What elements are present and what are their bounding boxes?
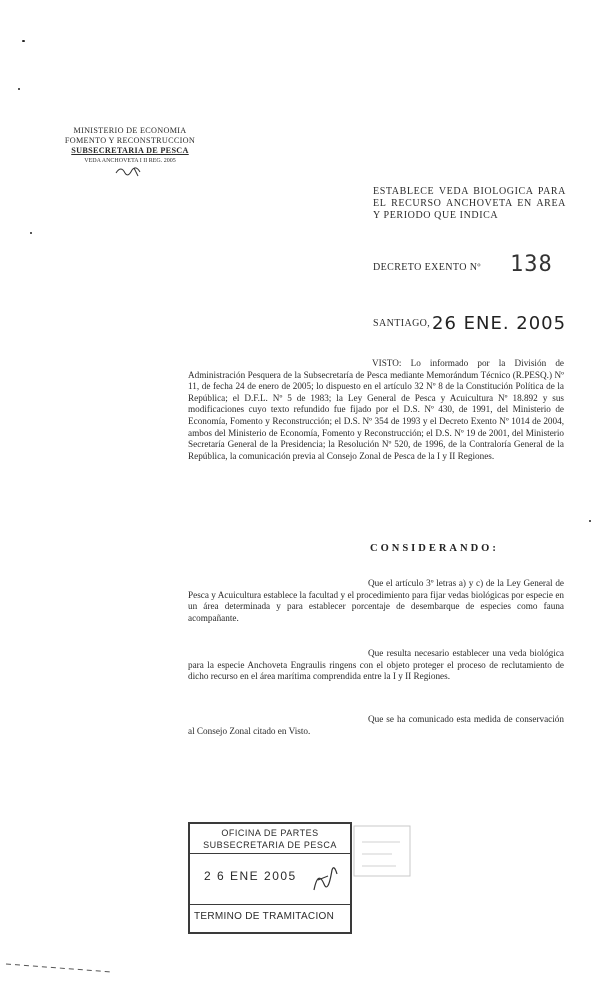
stamp-office-line: OFICINA DE PARTES [221,828,319,838]
place-label: SANTIAGO, [373,318,431,329]
stamp-divider [190,853,350,854]
scan-speck [22,40,25,42]
scan-speck [18,88,20,90]
decree-date: 26 ENE. 2005 [432,313,567,334]
subsecretaria-name: SUBSECRETARIA DE PESCA [71,146,189,155]
considerando-item-2: Que resulta necesario establecer una veda biológica para la especie Anchoveta Engraulis ringens con el objeto proteger el proceso de reclutamiento de dicho recurso en el área marítima comprendida entre la I y II Regiones. [188,648,564,682]
stamp-date: 2 6 ENE 2005 [204,869,297,883]
considerando-item-3: Que se ha comunicado esta medida de conservación al Consejo Zonal citado en Visto. [188,714,564,736]
bottom-dashed-line [0,958,120,978]
ministry-name: MINISTERIO DE ECONOMIA [73,126,187,135]
decree-subject: ESTABLECE VEDA BIOLOGICA PARA EL RECURSO ANCHOVETA EN AREA Y PERIODO QUE INDICA [373,186,566,221]
file-reference: VEDA ANCHOVETA I II REG. 2005 [84,158,176,164]
oficina-partes-stamp [188,822,352,934]
scan-speck [30,232,32,234]
stamp-subsecretaria-line: SUBSECRETARIA DE PESCA [203,840,337,850]
scan-speck [589,520,591,522]
initials-scribble [110,164,150,178]
ministry-header [50,126,210,181]
decree-number: 138 [510,252,553,277]
stamp-termino: TERMINO DE TRAMITACION [194,911,335,922]
faint-stamp-mark [352,822,414,882]
stamp-divider [190,904,350,905]
considerando-item-1: Que el artículo 3º letras a) y c) de la Ley General de Pesca y Acuicultura establece la facultad y el procedimiento para fijar vedas biológicas por especie en un área determinada y para establecer porcentaje de desembarque de especies como fauna acompañante. [188,578,564,623]
decree-label: DECRETO EXENTO Nº [373,262,481,273]
considerando-heading: CONSIDERANDO: [370,543,499,554]
stamp-signature [310,862,340,896]
visto-paragraph: VISTO: Lo informado por la División de Administración Pesquera de la Subsecretaría de Pesca mediante Memorándum Técnico (R.PESQ.) Nº 11, de fecha 24 de enero de 2005; lo dispuesto en el artículo 32 Nº 8 de la Constitución Política de la República; el D.F.L. Nº 5 de 1983; la Ley General de Pesca y Acuicultura Nº 18.892 y sus modificaciones cuyo texto refundido fue fijado por el D.S. Nº 430, de 1991, del Ministerio de Economía, Fomento y Reconstrucción; el D.S. Nº 354 de 1993 y el Decreto Exento Nº 1014 de 2004, ambos del Ministerio de Economía, Fomento y Reconstrucción; el D.S. Nº 19 de 2001, del Ministerio Secretaría General de la Presidencia; la Resolución Nº 520, de 1996, de la Contraloría General de la República, la comunicación previa al Consejo Zonal de Pesca de la I y II Regiones. [188,358,564,461]
ministry-subtitle: FOMENTO Y RECONSTRUCCION [64,136,196,145]
